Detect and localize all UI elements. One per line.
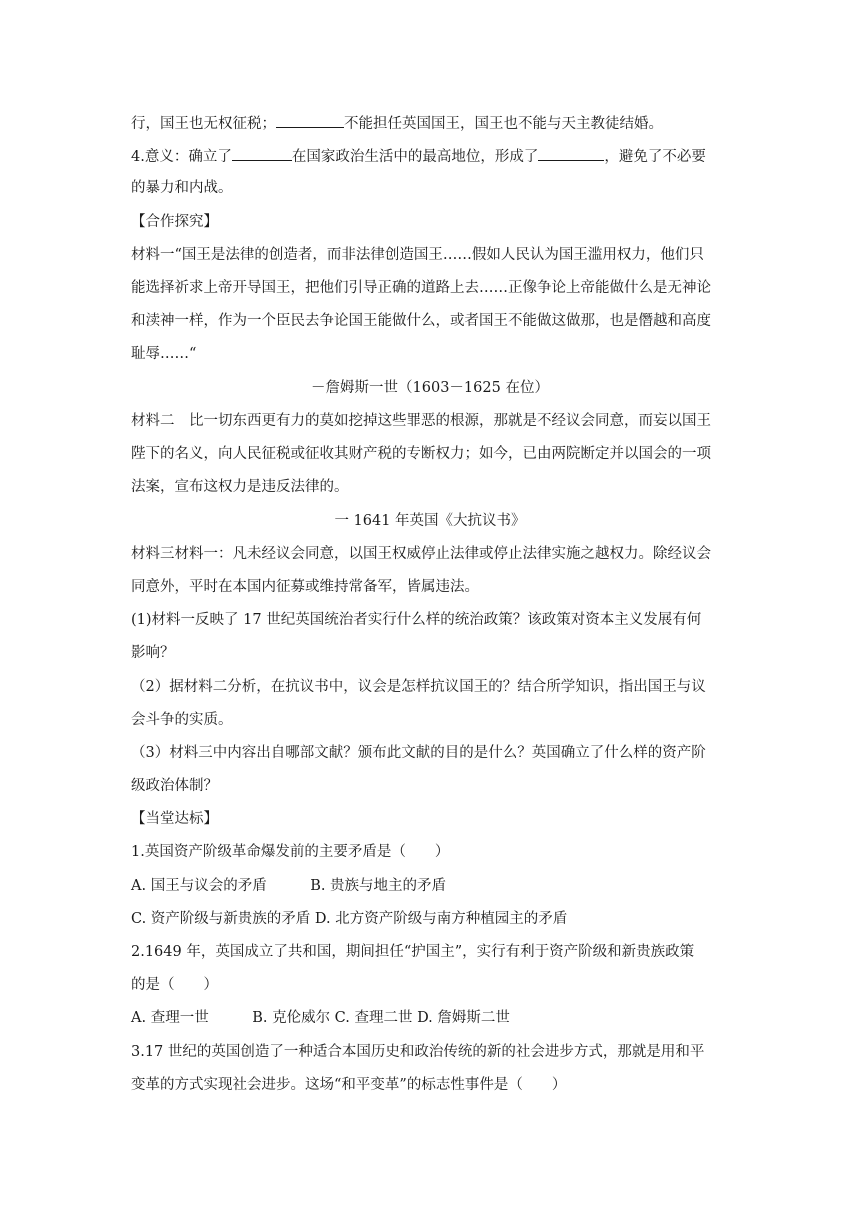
text-segment: ，避免了不必要 <box>604 149 706 165</box>
text-line: 同意外，平时在本国内征募或维持常备军，皆属违法。 <box>131 579 479 595</box>
text-line: 的暴力和内战。 <box>131 180 233 196</box>
text-line: 法案，宣布这权力是违反法律的。 <box>131 479 349 495</box>
question-line: 1.英国资产阶级革命爆发前的主要矛盾是（ ） <box>131 844 450 860</box>
text-segment: 行，国王也无权征税； <box>131 116 276 132</box>
question-line: 2.1649 年，英国成立了共和国，期间担任“护国主”，实行有利于资产阶级和新贵族政策 <box>131 944 695 960</box>
text-line: 材料一“国王是法律的创造者，而非法律创造国王……假如人民认为国王滥用权力，他们只 <box>131 247 704 263</box>
fill-blank <box>276 113 344 128</box>
text-line: 材料三材料一：凡未经议会同意，以国王权威停止法律或停止法律实施之越权力。除经议会 <box>131 546 711 562</box>
text-line <box>131 146 750 166</box>
text-line: 和渎神一样，作为一个臣民去争论国王能做什么，或者国王不能做这做那，也是僭越和高度 <box>131 313 711 329</box>
question-line: 3.17 世纪的英国创造了一种适合本国历史和政治传统的新的社会进步方式，那就是用和平 <box>131 1044 705 1060</box>
question-line: (1)材料一反映了 17 世纪英国统治者实行什么样的统治政策？该政策对资本主义发展有何 <box>131 612 702 628</box>
fill-blank <box>538 146 604 161</box>
answer-options: C. 资产阶级与新贵族的矛盾 D. 北方资产阶级与南方种植园主的矛盾 <box>131 911 568 927</box>
question-line: 会斗争的实质。 <box>131 712 233 728</box>
text-line: 耻辱……“ <box>131 346 197 362</box>
question-line: （3）材料三中内容出自哪部文献？颁布此文献的目的是什么？英国确立了什么样的资产阶 <box>131 745 706 761</box>
fill-blank <box>232 146 292 161</box>
text-line: 材料二 比一切东西更有力的莫如挖掉这些罪恶的根源，那就是不经议会同意，而妄以国王 <box>131 413 711 429</box>
text-segment: 4.意义：确立了 <box>131 149 232 165</box>
question-line: 变革的方式实现社会进步。这场“和平变革”的标志性事件是（ ） <box>131 1077 567 1093</box>
text-line: 能选择祈求上帝开导国王，把他们引导正确的道路上去……正像争论上帝能做什么是无神论 <box>131 280 711 296</box>
answer-options: A. 查理一世 B. 克伦威尔 C. 查理二世 D. 詹姆斯二世 <box>131 1010 510 1026</box>
question-line: （2）据材料二分析，在抗议书中，议会是怎样抗议国王的？结合所学知识，指出国王与议 <box>131 679 706 695</box>
source-citation: －詹姆斯一世（1603－1625 在位） <box>311 380 549 396</box>
question-line: 级政治体制？ <box>131 778 218 794</box>
question-line: 的是（ ） <box>131 977 218 993</box>
text-segment: 在国家政治生活中的最高地位，形成了 <box>291 149 539 165</box>
section-heading-cooperation: 【合作探究】 <box>131 214 218 230</box>
text-segment: 不能担任英国国王，国王也不能与天主教徒结婚。 <box>344 116 663 132</box>
section-heading-test: 【当堂达标】 <box>131 811 218 827</box>
answer-options: A. 国王与议会的矛盾 B. 贵族与地主的矛盾 <box>131 878 447 894</box>
text-line: 陛下的名义，向人民征税或征收其财产税的专断权力；如今，已由两院断定并以国会的一项 <box>131 446 711 462</box>
question-line: 影响？ <box>131 645 175 661</box>
source-citation: 一 1641 年英国《大抗议书》 <box>334 513 526 529</box>
text-line <box>131 113 750 133</box>
